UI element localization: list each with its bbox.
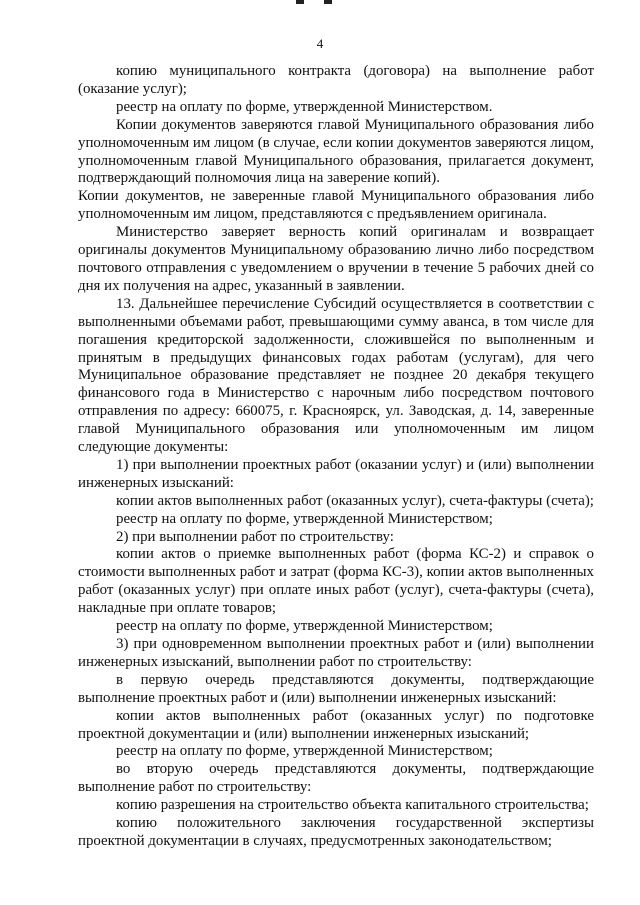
paragraph: копию разрешения на строительство объекта капитального строительства; [116,797,589,814]
paragraph: 1) при выполнении проектных работ (оказании услуг) и (или) выполнении инженерных изысканий: [78,456,594,491]
scan-artifact-marks [296,0,336,6]
paragraph: реестр на оплату по форме, утвержденной Министерством. [116,98,493,115]
document-body [78,63,594,851]
paragraph: копию муниципального контракта (договора) на выполнение работ (оказание услуг); [78,63,594,97]
paragraph: в первую очередь представляются документы, подтверждающие выполнение проектных работ и (или) выполнении инженерных изысканий: [78,671,594,706]
paragraph: реестр на оплату по форме, утвержденной Министерством; [116,510,493,527]
paragraph: реестр на оплату по форме, утвержденной Министерством; [116,743,493,760]
paragraph: 13. Дальнейшее перечисление Субсидий осуществляется в соответствии с выполненными объемами работ, превышающими сумму аванса, в том числе для погашения кредиторской задолженности, сложившейся по выполненным и принятым в предыдущих финансовых годах работам (услугам), для чего Муниципальное образование представляет не позднее 20 декабря текущего финансового года в Министерство с нарочным либо посредством почтового отправления по адресу: 660075, г. Красноярск, ул. Заводская, д. 14, заверенные главой Муниципального образования или уполномоченным им лицом следующие документы: [78,295,594,456]
page-number: 4 [316,36,324,51]
paragraph: 3) при одновременном выполнении проектных работ и (или) выполнении инженерных изысканий, выполнении работ по строительству: [78,636,594,670]
paragraph: Копии документов заверяются главой Муниципального образования либо уполномоченным им лицом (в случае, если копии документов заверяются лицом, уполномоченным главой Муниципального образования, прилагается документ, подтверждающий полномочия лица на заверение копий). [78,116,594,187]
paragraph: 2) при выполнении работ по строительству: [116,528,394,545]
paragraph: Копии документов, не заверенные главой Муниципального образования либо уполномоченным им лицом, представляются с предъявлением оригинала. [78,188,594,223]
paragraph: реестр на оплату по форме, утвержденной Министерством; [116,618,493,635]
paragraph: копию положительного заключения государственной экспертизы проектной документации в случаях, предусмотренных законодательством; [78,815,594,849]
paragraph: во вторую очередь представляются документы, подтверждающие выполнение работ по строительству: [78,761,594,796]
paragraph: копии актов выполненных работ (оказанных услуг) по подготовке проектной документации и (или) выполнении инженерных изысканий; [78,707,594,742]
paragraph: копии актов о приемке выполненных работ (форма КС-2) и справок о стоимости выполненных работ и затрат (форма КС-3), копии актов выполненных работ (оказанных услуг) при оплате иных работ (услуг), счета-фактуры (счета), накладные при оплате товаров; [78,546,594,617]
paragraph: копии актов выполненных работ (оказанных услуг), счета-фактуры (счета); [116,492,594,509]
paragraph: Министерство заверяет верность копий оригиналам и возвращает оригиналы документов Муниципальному образованию лично либо посредством почтового отправления с уведомлением о вручении в течение 5 рабочих дней со дня их получения на адрес, указанный в заявлении. [78,224,594,294]
